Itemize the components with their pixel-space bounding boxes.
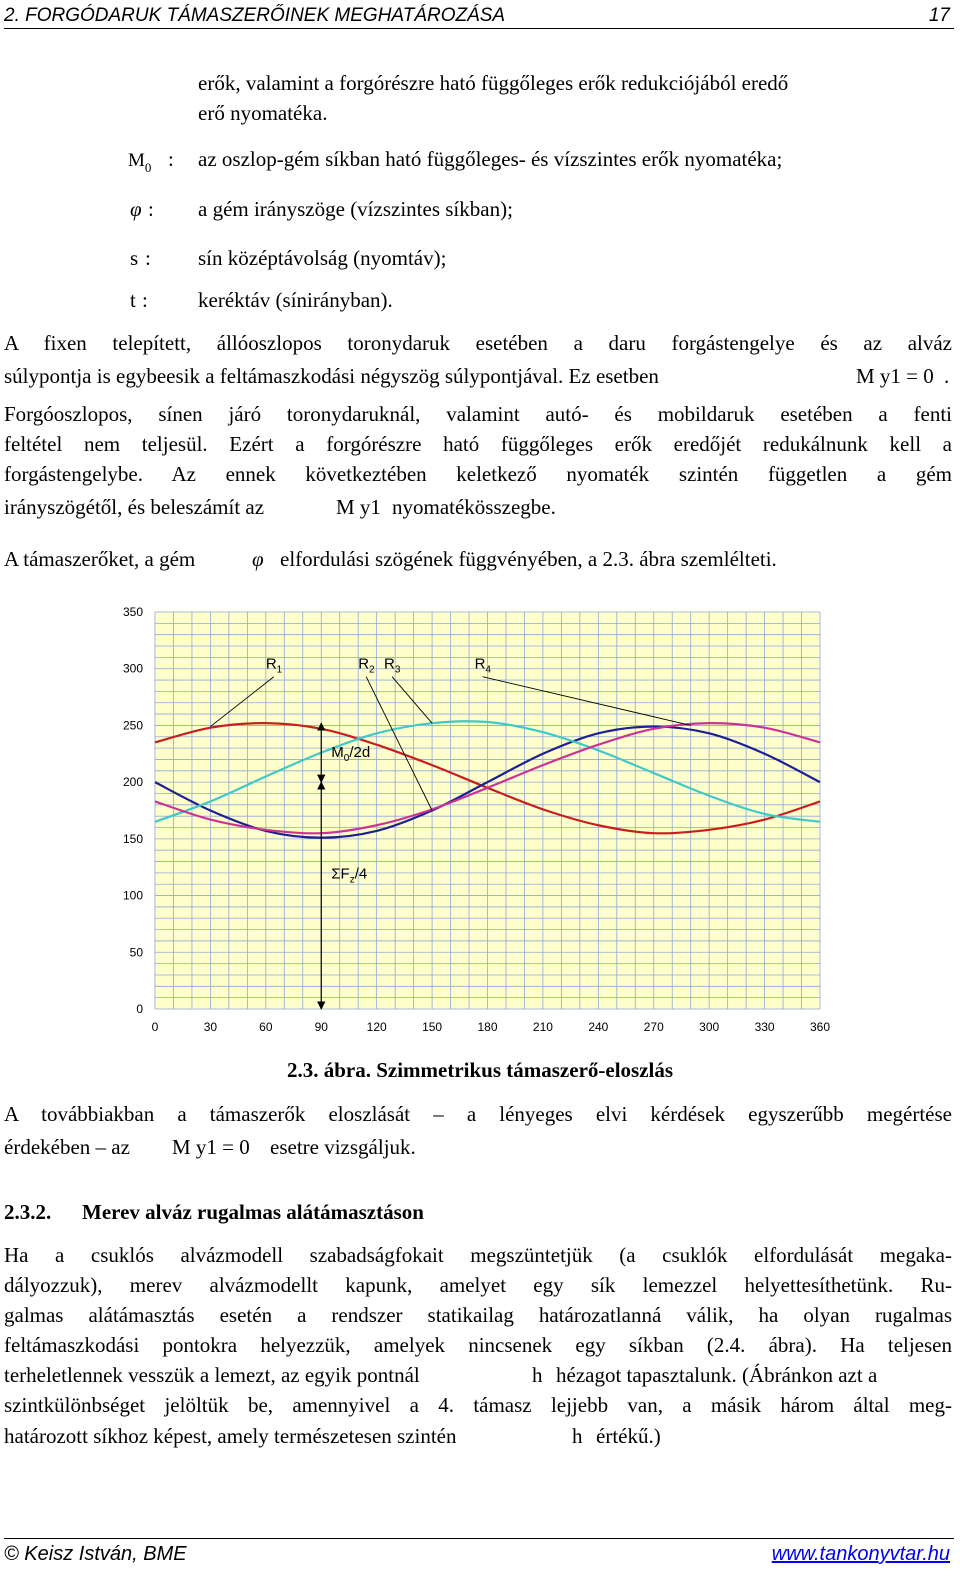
- paragraph-line: forgástengelybe. Az ennek következtében keletkező nyomaték szintén független a gém: [4, 462, 952, 486]
- page-footer: [4, 1538, 954, 1569]
- paragraph-line: Forgóoszlopos, sínen járó toronydaruknál, valamint autó- és mobildaruk esetében a fenti: [4, 402, 952, 426]
- y-tick-label: 200: [122, 775, 143, 790]
- x-tick-label: 240: [588, 1020, 609, 1034]
- series-label-r4: $R_4$: [474, 655, 491, 676]
- paragraph-line: érdekében – az M y1 = 0 esetre vizsgáljuk.: [4, 1132, 952, 1162]
- x-tick-label: 120: [366, 1020, 387, 1034]
- intro-line: erő nyomatéka.: [198, 101, 328, 125]
- def-colon: :: [148, 197, 154, 221]
- x-tick-label: 210: [532, 1020, 553, 1034]
- def-colon: :: [142, 288, 148, 312]
- annotation-sf: $\Sigma F_z/4$: [331, 865, 368, 886]
- x-tick-label: 300: [699, 1020, 720, 1034]
- x-tick-label: 330: [754, 1020, 775, 1034]
- series-label-r1: $R_1$: [265, 655, 283, 676]
- x-tick-label: 180: [477, 1020, 498, 1034]
- paragraph-line: A fixen telepített, állóoszlopos toronydaruk esetében a daru forgástengelye és az alváz: [4, 331, 952, 355]
- x-tick-label: 0: [151, 1020, 159, 1034]
- paragraph-line: súlypontja is egybeesik a feltámaszkodási négyszög súlypontjával. Ez esetben M y1 = 0 .: [4, 361, 952, 391]
- def-text: keréktáv (sínirányban).: [198, 288, 393, 312]
- paragraph-line: A továbbiakban a támaszerők eloszlását – a lényeges elvi kérdések egyszerűbb megértése: [4, 1102, 952, 1126]
- math-expression: h: [532, 1363, 543, 1387]
- def-text: az oszlop-gém síkban ható függőleges- és vízszintes erők nyomatéka;: [198, 147, 783, 171]
- x-tick-label: 60: [259, 1020, 273, 1034]
- x-tick-label: 90: [314, 1020, 328, 1034]
- def-text: sín középtávolság (nyomtáv);: [198, 246, 447, 270]
- x-tick-label: 30: [203, 1020, 218, 1034]
- paragraph-line: feltétel nem teljesül. Ezért a forgórészre ható függőleges erők eredőjét redukálnunk kell a: [4, 432, 952, 456]
- footer-link[interactable]: www.tankonyvtar.hu: [771, 1543, 950, 1565]
- paragraph-line: galmas alátámasztás esetén a rendszer statikailag határozatlanná válik, ha olyan rugalmas: [4, 1303, 952, 1327]
- def-colon: :: [145, 246, 151, 270]
- x-tick-label: 270: [643, 1020, 664, 1034]
- def-colon: :: [168, 147, 174, 171]
- y-tick-label: 250: [122, 718, 143, 733]
- def-text: a gém irányszöge (vízszintes síkban);: [198, 197, 513, 221]
- annotation-m0: $M_0/2d$: [331, 744, 371, 765]
- page-number: 17: [928, 5, 950, 26]
- paragraph-line: irányszögétől, és beleszámít az M y1 nyomatékösszegbe.: [4, 492, 952, 522]
- math-expression: φ: [252, 547, 264, 571]
- y-tick-label: 300: [122, 661, 143, 676]
- math-expression: M y1: [336, 495, 381, 519]
- def-symbol: t: [130, 288, 136, 312]
- y-tick-label: 150: [122, 831, 143, 846]
- chapter-title: 2. FORGÓDARUK TÁMASZERŐINEK MEGHATÁROZÁSA: [4, 5, 506, 26]
- paragraph-line: terheletlennek vesszük a lemezt, az egyik pontnál h hézagot tapasztalunk. (Ábránkon azt a: [4, 1360, 952, 1390]
- section-title: Merev alváz rugalmas alátámasztáson: [82, 1200, 424, 1224]
- paragraph-line: feltámaszkodási pontokra helyezzük, amelyek nincsenek egy síkban (2.4. ábra). Ha teljesen: [4, 1333, 952, 1357]
- x-tick-label: 360: [809, 1020, 831, 1034]
- def-symbol: s: [130, 246, 139, 270]
- y-tick-label: 50: [129, 945, 143, 960]
- series-label-r3: $R_3$: [384, 655, 401, 676]
- x-tick-label: 150: [422, 1020, 443, 1034]
- intro-line: erők, valamint a forgórészre ható függőleges erők redukciójából eredő: [198, 71, 789, 95]
- paragraph-line: A támaszerőket, a gém φ elfordulási szögének függvényében, a 2.3. ábra szemlélteti.: [4, 544, 952, 574]
- page-header: [4, 2, 954, 29]
- def-symbol: φ: [130, 197, 142, 221]
- series-label-r2: $R_2$: [358, 655, 375, 676]
- math-expression: h: [572, 1424, 583, 1448]
- paragraph-line: Ha a csuklós alvázmodell szabadságfokait megszüntetjük (a csuklók elfordulását megaka-: [4, 1243, 952, 1267]
- paragraph-line: határozott síkhoz képest, amely természetesen szintén h értékű.): [4, 1421, 952, 1451]
- math-expression: M y1 = 0: [172, 1135, 250, 1159]
- author-credit: © Keisz István, BME: [4, 1543, 187, 1565]
- def-symbol: $M_0$: [128, 150, 152, 175]
- math-expression: M y1 = 0: [856, 364, 934, 388]
- paragraph-line: szintkülönbséget jelöltük be, amennyivel a 4. támasz lejjebb van, a másik három által meg-: [4, 1393, 952, 1417]
- y-tick-label: 0: [136, 1002, 143, 1016]
- paragraph-line: dályozzuk), merev alvázmodellt kapunk, amelyet egy sík lemezzel helyettesíthetünk. Ru-: [4, 1273, 952, 1297]
- figure-caption: 2.3. ábra. Szimmetrikus támaszerő-eloszlás: [286, 1058, 674, 1082]
- section-number: 2.3.2.: [4, 1200, 52, 1224]
- y-tick-label: 100: [122, 888, 143, 903]
- y-tick-label: 350: [122, 605, 143, 619]
- support-force-chart: [100, 600, 840, 1040]
